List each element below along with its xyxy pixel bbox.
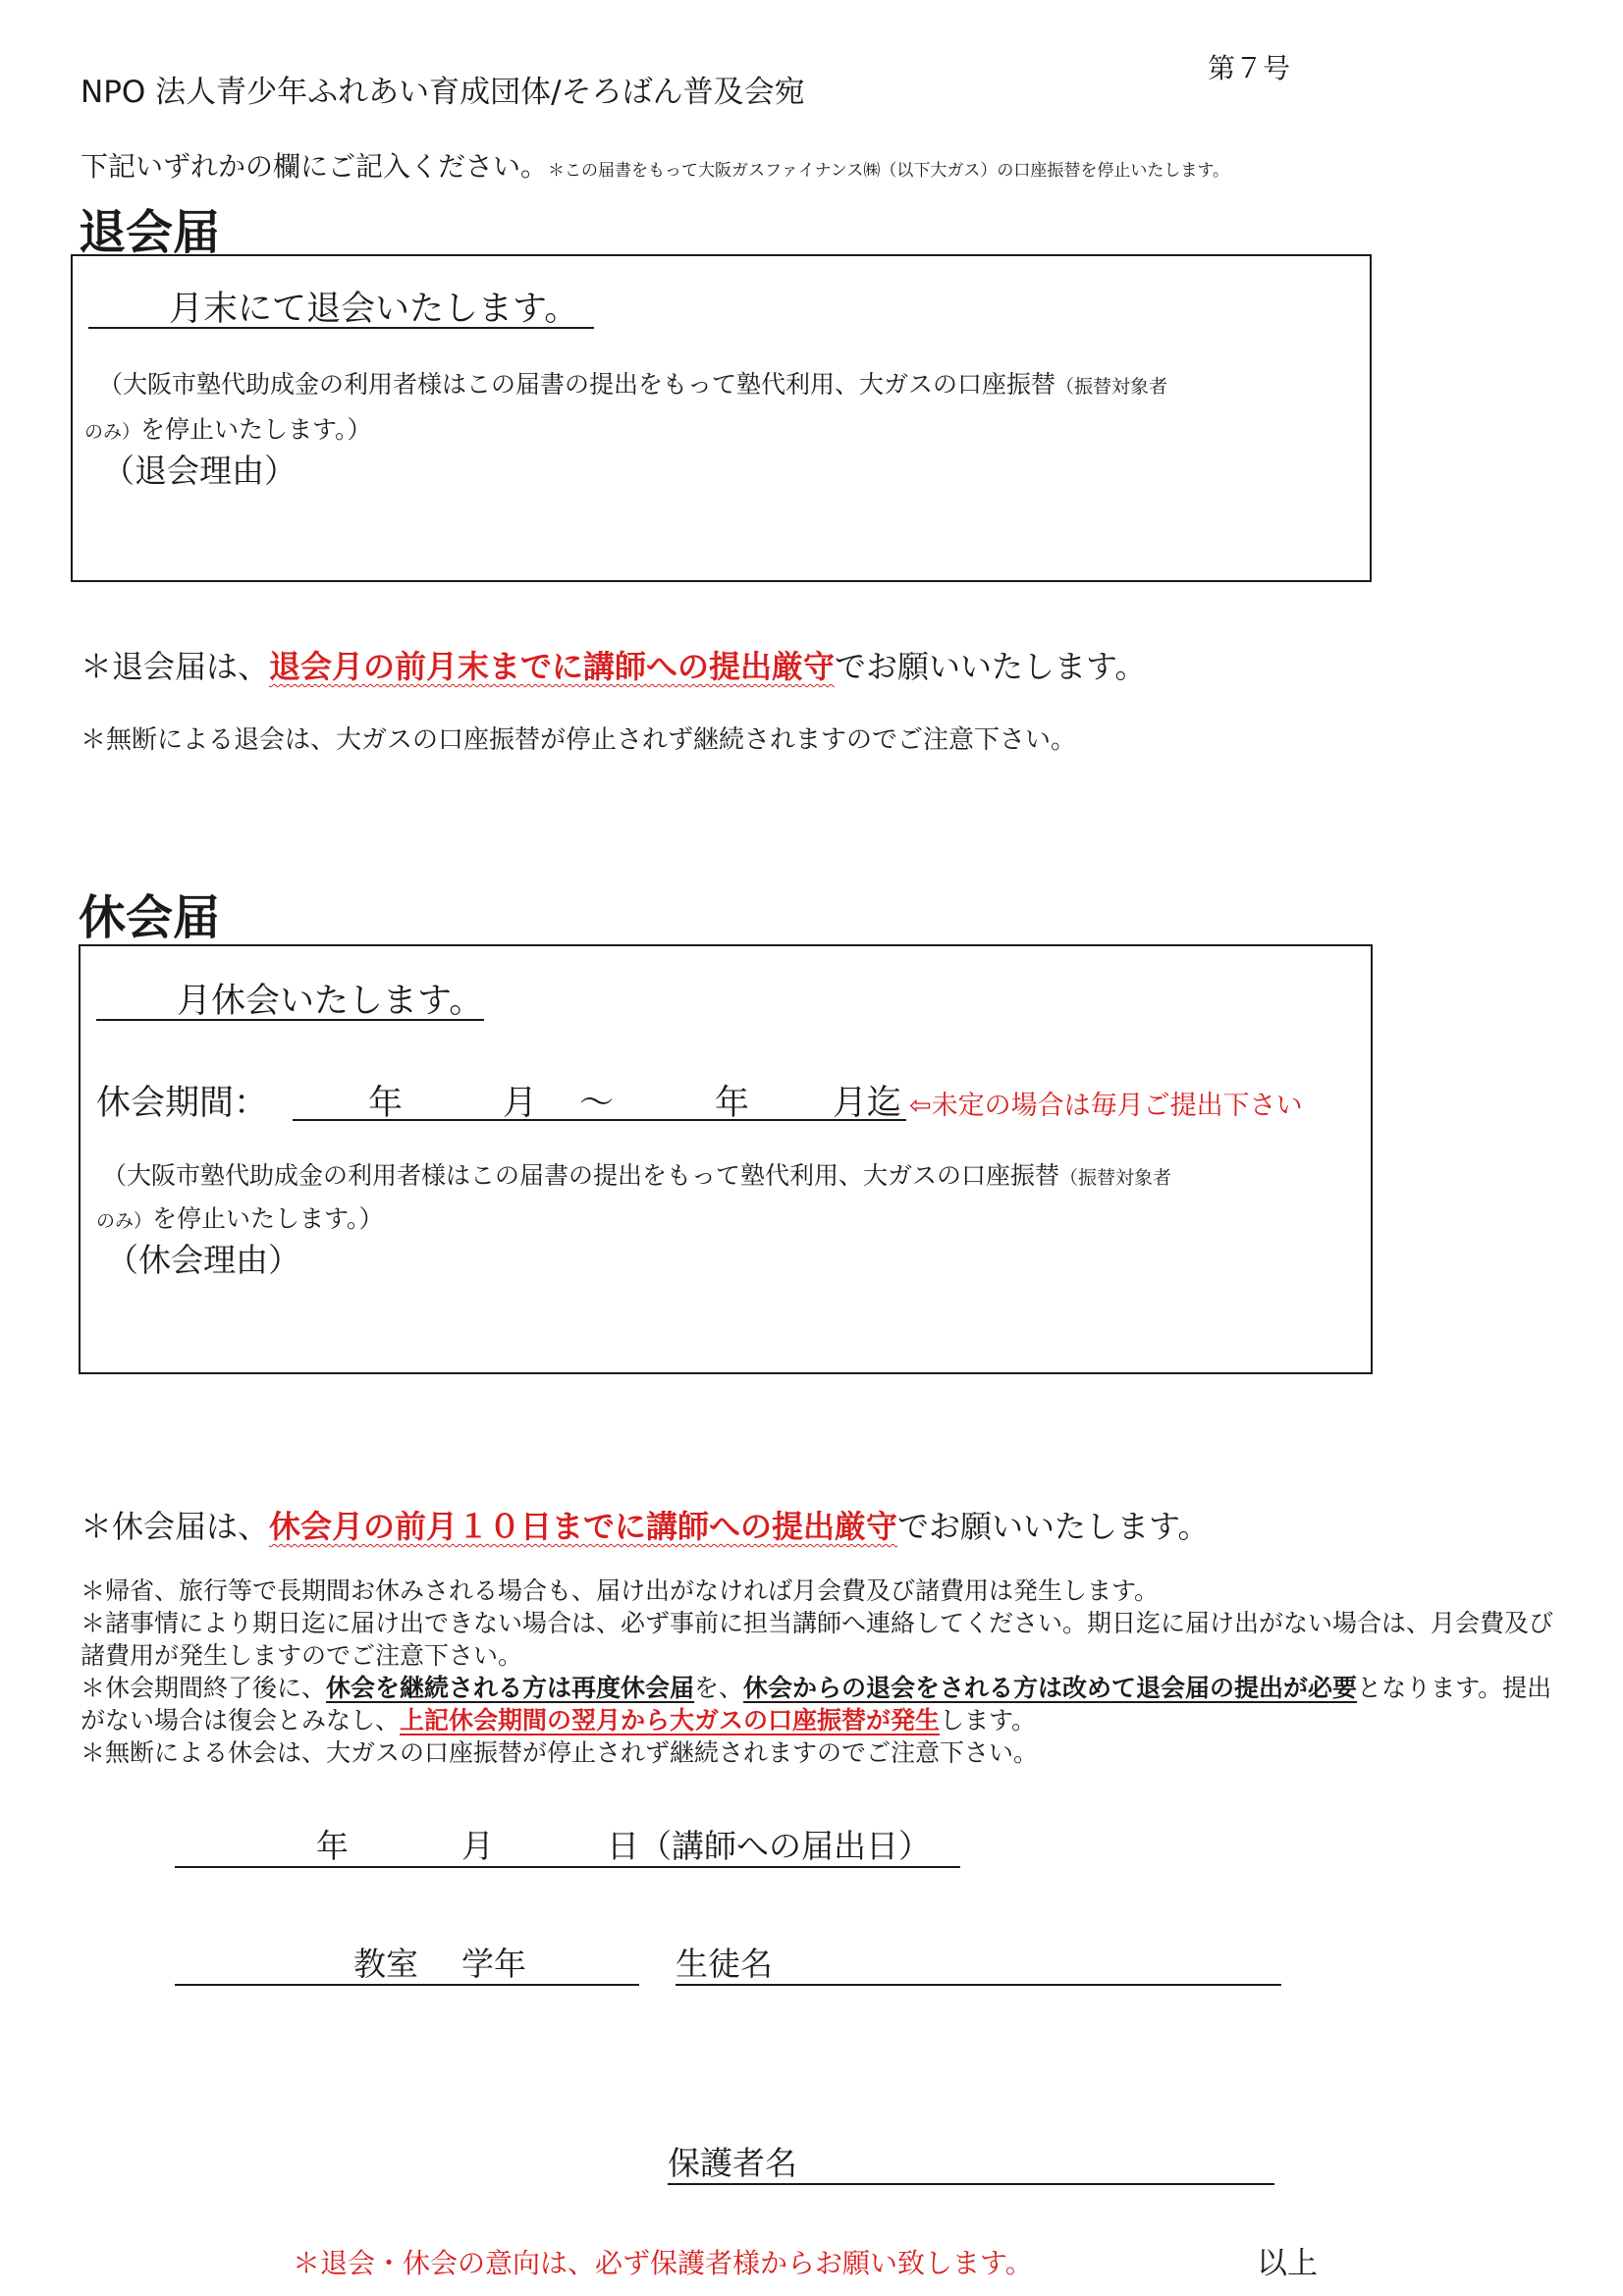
instruction-note: ＊この届書をもって大阪ガスファイナンス㈱（以下大ガス）の口座振替を停止いたします。 [548,161,1229,181]
date-day-label: 日（講師への届出日） [607,1827,931,1865]
withdrawal-deadline-post: でお願いいたします。 [835,648,1147,685]
suspension-period-note: ⇦未定の場合は毎月ご提出下さい [909,1091,1303,1121]
instruction-line [81,145,1229,185]
withdrawal-subsidy-text-2: を停止いたします。） [140,415,372,444]
withdrawal-subsidy-small-2: のみ） [84,421,141,443]
suspension-note-1: ＊帰省、旅行等で長期間お休みされる場合も、届け出がなければ月会費及び諸費用は発生します。 [81,1576,1160,1605]
suspension-subsidy-text-2: を停止いたします。） [152,1204,384,1233]
guardian-name-underline [668,2183,1274,2185]
suspension-notes [81,1575,1563,1769]
suspension-period-underline [293,1119,906,1121]
suspension-deadline-post: でお願いいたします。 [897,1508,1210,1545]
suspension-period-label: 休会期間： [96,1084,269,1123]
suspension-subsidy-text: （大阪市塾代助成金の利用者様はこの届書の提出をもって塾代利用、大ガスの口座振替 [102,1161,1060,1190]
note3-withdraw-from-suspension: 休会からの退会をされる方は改めて退会届の提出が必要 [743,1674,1358,1702]
withdrawal-reason-label: （退会理由） [102,452,297,490]
date-month-label: 月 [461,1827,494,1865]
suspension-reason-label: （休会理由） [106,1241,300,1279]
suspension-period-year2: 年 [715,1084,750,1123]
instruction-text: 下記いずれかの欄にご記入ください。 [81,150,549,183]
note3-part-c: を、 [694,1674,744,1702]
suspension-title: 休会届 [79,890,221,945]
withdrawal-title: 退会届 [79,205,221,260]
suspension-month-underline [96,1019,484,1021]
addressee: NPO 法人青少年ふれあい育成団体/そろばん普及会宛 [81,75,805,110]
date-underline [175,1866,960,1868]
withdrawal-subsidy-text: （大阪市塾代助成金の利用者様はこの届書の提出をもって塾代利用、大ガスの口座振替 [98,370,1056,399]
suspension-period-year1: 年 [368,1084,404,1123]
suspension-note-3 [81,1672,1563,1736]
date-year-label: 年 [316,1827,349,1865]
suspension-deadline-red: 休会月の前月１０日までに講師への提出厳守 [269,1508,898,1545]
student-name-underline [676,1984,1281,1986]
suspension-line1: 月休会いたします。 [177,982,484,1021]
suspension-note-2: ＊諸事情により期日迄に届け出できない場合は、必ず事前に担当講師へ連絡してください。期日迄に届け出がない場合は、月会費及び諸費用が発生しますのでご注意下さい。 [81,1609,1554,1670]
suspension-deadline [81,1502,1209,1547]
suspension-subsidy-small-2: のみ） [96,1210,153,1232]
guardian-note: ＊退会・休会の意向は、必ず保護者様からお願い致します。 [293,2247,1033,2279]
note3-part-a: ＊休会期間終了後に、 [81,1674,327,1702]
note3-part-g: します。 [940,1706,1037,1735]
withdrawal-warning: ＊無断による退会は、大ガスの口座振替が停止されず継続されますのでご注意下さい。 [81,725,1077,755]
guardian-name-label: 保護者名 [668,2144,797,2182]
withdrawal-line1: 月末にて退会いたします。 [169,290,579,329]
withdrawal-subsidy-note-2 [84,410,372,446]
form-number: 第７号 [1208,52,1291,84]
suspension-subsidy-note-2 [96,1200,384,1235]
withdrawal-subsidy-small: （振替対象者 [1055,376,1168,398]
note3-continue-suspension: 休会を継続される方は再度休会届 [326,1674,695,1702]
withdrawal-deadline [81,642,1146,687]
suspension-deadline-pre: ＊休会届は、 [81,1508,270,1545]
withdrawal-subsidy-note-1 [98,365,1167,400]
suspension-period-month2: 月迄 [833,1084,902,1123]
student-name-label: 生徒名 [676,1945,773,1983]
suspension-period-month1: 月 [503,1084,538,1123]
withdrawal-deadline-pre: ＊退会届は、 [81,648,270,685]
classroom-grade-underline [175,1984,639,1986]
closing-text: 以上 [1257,2246,1318,2281]
note3-part-e: となります。提出がない場合は復会とみなし、 [81,1674,1552,1735]
withdrawal-month-underline [88,327,594,329]
suspension-period-tilde: ～ [579,1084,615,1123]
classroom-label: 教室 [353,1945,418,1983]
withdrawal-deadline-red: 退会月の前月末までに講師への提出厳守 [269,648,836,685]
note3-transfer-resumes: 上記休会期間の翌月から大ガスの口座振替が発生 [400,1706,941,1735]
grade-label: 学年 [461,1945,526,1983]
suspension-subsidy-note-1 [102,1156,1171,1192]
suspension-subsidy-small: （振替対象者 [1059,1167,1172,1189]
suspension-note-4: ＊無断による休会は、大ガスの口座振替が停止されず継続されますのでご注意下さい。 [81,1738,1039,1767]
